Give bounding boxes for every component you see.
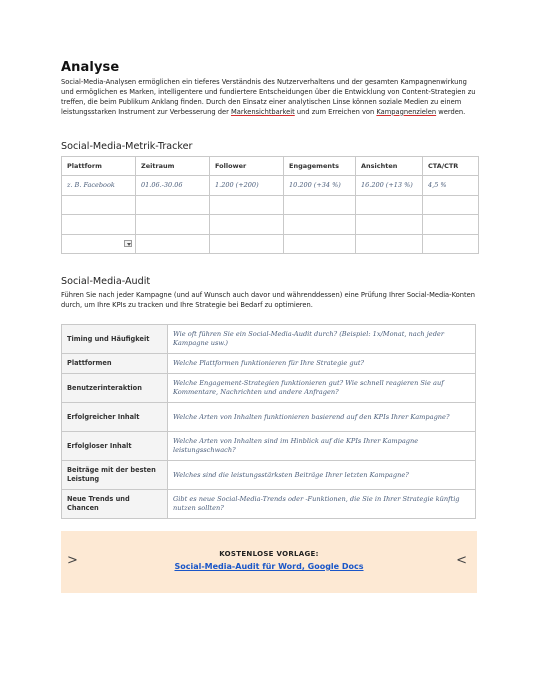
table-cell[interactable]: [356, 215, 423, 235]
table-cell[interactable]: [210, 195, 284, 215]
analysis-title: Analyse: [61, 60, 120, 75]
column-header-zeitraum: Zeitraum: [136, 156, 210, 176]
template-download-banner: [61, 531, 477, 593]
metric-tracker-table: [61, 156, 479, 255]
table-cell[interactable]: z. B. Facebook: [62, 176, 136, 196]
intro-underlined-markensichtbarkeit: Markensichtbarkeit: [230, 107, 295, 116]
column-header-engagements: Engagements: [284, 156, 356, 176]
audit-key: Erfolgloser Inhalt: [62, 431, 168, 460]
audit-section: [61, 276, 477, 519]
table-cell[interactable]: [136, 234, 210, 254]
table-cell[interactable]: 01.06.-30.06: [136, 176, 210, 196]
table-row: [62, 195, 479, 215]
column-header-plattform: Plattform: [62, 156, 136, 176]
table-row: [62, 324, 476, 353]
table-cell[interactable]: [210, 234, 284, 254]
table-cell[interactable]: [136, 195, 210, 215]
audit-value[interactable]: Welche Plattformen funktionieren für Ihre Strategie gut?: [168, 353, 476, 373]
audit-value[interactable]: Welche Engagement-Strategien funktionieren gut? Wie schnell reagieren Sie auf Kommentare, Nachrichten und andere Anfragen?: [168, 373, 476, 402]
table-cell[interactable]: 1.200 (+200): [210, 176, 284, 196]
table-cell[interactable]: 10.200 (+34 %): [284, 176, 356, 196]
table-cell[interactable]: [423, 195, 479, 215]
audit-intro: Führen Sie nach jeder Kampagne (und auf Wunsch auch davor und währenddessen) eine Prüfung Ihrer Social-Media-Konten durch, um Ihre KPIs zu tracken und Ihre Strategie bei Bedarf zu optimieren.: [61, 291, 475, 310]
table-row: [62, 402, 476, 431]
intro-text-3: werden.: [436, 107, 466, 116]
tracker-header-row: [62, 156, 479, 176]
table-row: [62, 373, 476, 402]
column-header-cta-ctr: CTA/CTR: [423, 156, 479, 176]
intro-underlined-kampagnenzielen: Kampagnenzielen: [376, 107, 437, 116]
analysis-intro: [61, 78, 477, 118]
table-cell[interactable]: [284, 215, 356, 235]
column-header-ansichten: Ansichten: [356, 156, 423, 176]
audit-value[interactable]: Wie oft führen Sie ein Social-Media-Audit durch? (Beispiel: 1x/Monat, nach jeder Kampagne usw.): [168, 324, 476, 353]
table-cell[interactable]: [284, 234, 356, 254]
table-cell[interactable]: [284, 195, 356, 215]
audit-key: Neue Trends und Chancen: [62, 489, 168, 518]
table-cell[interactable]: [356, 234, 423, 254]
audit-key: Plattformen: [62, 353, 168, 373]
banner-label: KOSTENLOSE VORLAGE:: [219, 549, 319, 558]
audit-value[interactable]: Gibt es neue Social-Media-Trends oder -Funktionen, die Sie in Ihrer Strategie künftig nutzen sollten?: [168, 489, 476, 518]
table-row: [62, 431, 476, 460]
table-cell[interactable]: [62, 234, 136, 254]
table-cell[interactable]: [423, 215, 479, 235]
table-row: [62, 215, 479, 235]
table-row: [62, 176, 479, 196]
table-row: [62, 489, 476, 518]
audit-value[interactable]: Welche Arten von Inhalten funktionieren basierend auf den KPIs Ihrer Kampagne?: [168, 402, 476, 431]
audit-key: Beiträge mit der besten Leistung: [62, 460, 168, 489]
audit-heading: Social-Media-Audit: [61, 276, 151, 288]
column-header-follower: Follower: [210, 156, 284, 176]
table-row: [62, 234, 479, 254]
table-cell[interactable]: [423, 234, 479, 254]
audit-table: [61, 324, 476, 519]
template-download-link[interactable]: Social-Media-Audit für Word, Google Docs: [174, 561, 364, 571]
table-cell[interactable]: [62, 215, 136, 235]
intro-text-1: Social-Media-Analysen ermöglichen ein tieferes Verständnis des Nutzerverhaltens und der gesamten Kampagnenwirkung und ermöglichen es Marken, intelligentere und fundiertere Entscheidungen über die Entwicklung von Content-Strategien zu treffen, die beim Publikum Anklang finden. Durch den Einsatz einer analytischen Linse können soziale Medien zu einem leistungsstarken Instrument zur Verbesserung der: [61, 78, 476, 116]
audit-key: Timing und Häufigkeit: [62, 324, 168, 353]
audit-value[interactable]: Welche Arten von Inhalten sind im Hinblick auf die KPIs Ihrer Kampagne leistungsschwach?: [168, 431, 476, 460]
audit-value[interactable]: Welches sind die leistungsstärksten Beiträge Ihrer letzten Kampagne?: [168, 460, 476, 489]
table-cell[interactable]: 4,5 %: [423, 176, 479, 196]
table-cell[interactable]: [356, 195, 423, 215]
table-cell[interactable]: 16.200 (+13 %): [356, 176, 423, 196]
table-row: [62, 353, 476, 373]
audit-key: Erfolgreicher Inhalt: [62, 402, 168, 431]
arrow-left-icon: <: [456, 552, 467, 568]
table-cell[interactable]: [62, 195, 136, 215]
document-page: [61, 60, 477, 593]
dropdown-arrow-icon[interactable]: [124, 240, 132, 247]
arrow-right-icon: >: [67, 552, 78, 568]
intro-text-2: und zum Erreichen von: [294, 107, 377, 116]
table-row: [62, 460, 476, 489]
audit-key: Benutzerinteraktion: [62, 373, 168, 402]
tracker-heading: Social-Media-Metrik-Tracker: [61, 140, 193, 152]
table-cell[interactable]: [210, 215, 284, 235]
table-cell[interactable]: [136, 215, 210, 235]
